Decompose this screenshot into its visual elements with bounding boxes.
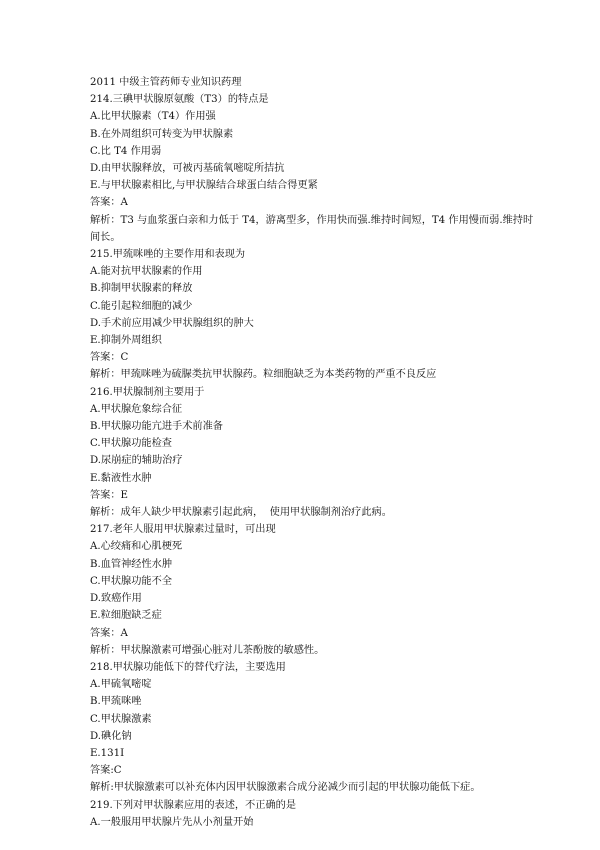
option-b: B.血管神经性水肿 <box>90 558 173 570</box>
page-title: 2011 中级主管药师专业知识药理 <box>90 77 242 88</box>
option-c: C.甲状腺功能检查 <box>90 438 172 450</box>
option-e: E.131I <box>90 747 125 759</box>
question-219 <box>90 797 540 831</box>
question-stem: 216.甲状腺制剂主要用于 <box>90 386 205 398</box>
answer: 答案：C <box>90 352 129 364</box>
answer: 答案:C <box>90 765 122 777</box>
question-stem: 218.甲状腺功能低下的替代疗法，主要选用 <box>90 661 286 673</box>
option-e: E.黏液性水肿 <box>90 472 152 484</box>
option-b: B.甲巯咪唑 <box>90 696 142 708</box>
option-a: A.甲状腺危象综合征 <box>90 403 183 415</box>
question-stem: 215.甲巯咪唑的主要作用和表现为 <box>90 249 246 261</box>
question-214 <box>90 91 540 246</box>
option-d: D.尿崩症的辅助治疗 <box>90 455 183 467</box>
question-stem: 214.三碘甲状腺原氨酸（T3）的特点是 <box>90 94 269 106</box>
explanation: 解析：甲状腺激素可增强心脏对儿茶酚胺的敏感性。 <box>90 644 325 656</box>
option-a: A.一般服用甲状腺片先从小剂量开始 <box>90 816 254 828</box>
explanation: 解析：T3 与血浆蛋白亲和力低于 T4，游离型多，作用快而强.维持时间短，T4 作用慢而弱.维持时间长。 <box>90 214 534 243</box>
option-a: A.能对抗甲状腺素的作用 <box>90 266 203 278</box>
option-a: A.比甲状腺素（T4）作用强 <box>90 111 216 123</box>
option-c: C.甲状腺激素 <box>90 713 152 725</box>
option-b: B.在外周组织可转变为甲状腺素 <box>90 128 234 140</box>
explanation: 解析:甲状腺激素可以补充体内因甲状腺激素合成分泌减少而引起的甲状腺功能低下症。 <box>90 782 481 794</box>
explanation: 解析：成年人缺少甲状腺素引起此病， 使用甲状腺制剂治疗此病。 <box>90 507 392 519</box>
option-b: B.抑制甲状腺素的释放 <box>90 283 193 295</box>
answer: 答案：A <box>90 197 128 209</box>
option-d: D.碘化钠 <box>90 730 132 742</box>
question-217 <box>90 521 540 659</box>
explanation: 解析：甲巯咪唑为硫脲类抗甲状腺药。粒细胞缺乏为本类药物的严重不良反应 <box>90 369 437 381</box>
question-216 <box>90 384 540 522</box>
option-a: A.甲硫氧嘧啶 <box>90 679 152 691</box>
option-c: C.能引起粒细胞的减少 <box>90 300 193 312</box>
option-c: C.甲状腺功能不全 <box>90 575 172 587</box>
option-a: A.心绞痛和心肌梗死 <box>90 541 183 553</box>
answer: 答案：E <box>90 489 128 501</box>
answer: 答案：A <box>90 627 128 639</box>
option-d: D.致癌作用 <box>90 593 142 605</box>
option-b: B.甲状腺功能亢进手术前准备 <box>90 421 223 433</box>
document-page <box>90 74 540 831</box>
question-215 <box>90 246 540 384</box>
option-d: D.手术前应用减少甲状腺组织的肿大 <box>90 317 254 329</box>
question-stem: 219.下列对甲状腺素应用的表述，不正确的是 <box>90 799 297 811</box>
question-218 <box>90 659 540 797</box>
option-c: C.比 T4 作用弱 <box>90 145 162 157</box>
option-e: E.粒细胞缺乏症 <box>90 610 162 622</box>
option-e: E.与甲状腺素相比,与甲状腺结合球蛋白结合得更紧 <box>90 180 318 192</box>
option-e: E.抑制外周组织 <box>90 335 162 347</box>
option-d: D.由甲状腺释放，可被丙基硫氧嘧啶所拮抗 <box>90 163 285 175</box>
question-stem: 217.老年人服用甲状腺素过量时，可出现 <box>90 524 276 536</box>
